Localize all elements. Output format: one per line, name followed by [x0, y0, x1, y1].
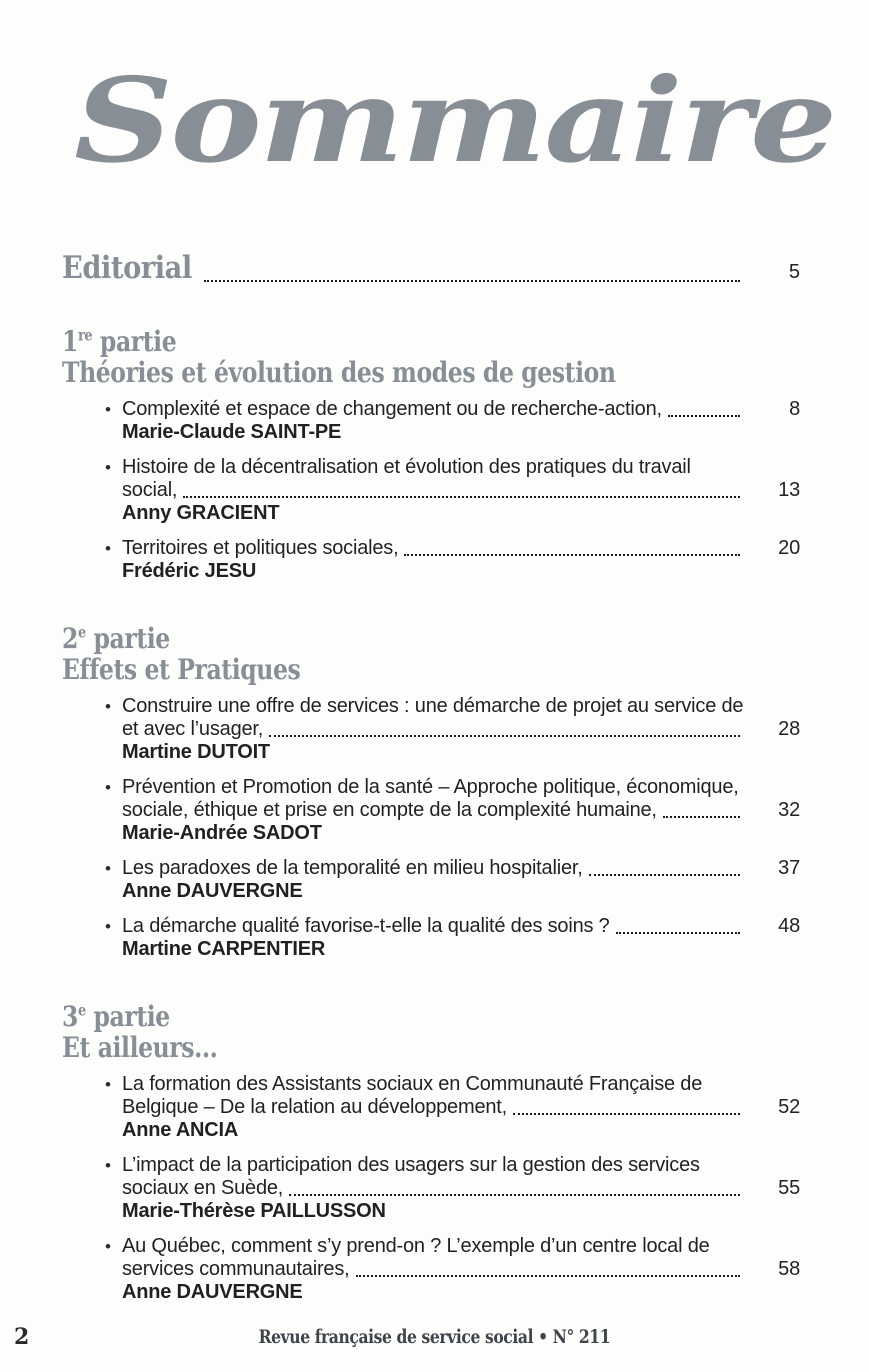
section-entries	[62, 398, 800, 583]
section-word: partie	[85, 622, 170, 656]
entry-lines	[122, 537, 800, 560]
dot-leader	[513, 1113, 740, 1115]
section-number: 2	[62, 622, 78, 656]
entry-author: Marie-Andrée SADOT	[122, 822, 322, 845]
page-footer	[0, 1320, 869, 1350]
bullet-icon: •	[105, 458, 111, 478]
editorial-heading: Editorial	[62, 250, 192, 287]
toc-entry	[105, 776, 800, 845]
dot-leader	[668, 415, 740, 417]
dot-leader	[204, 280, 740, 282]
entry-author: Martine CARPENTIER	[122, 938, 326, 961]
entry-page-number: 58	[778, 1258, 800, 1281]
dot-leader	[356, 1275, 740, 1277]
bullet-icon: •	[105, 697, 111, 717]
entry-lines	[122, 776, 800, 822]
entry-title-text: Belgique – De la relation au développement,	[122, 1096, 508, 1119]
section-number: 3	[62, 1000, 78, 1034]
entry-lines	[122, 456, 800, 502]
entry-author: Frédéric JESU	[122, 560, 257, 583]
entry-title-last-line	[122, 718, 800, 741]
entry-lines	[122, 915, 800, 938]
dot-leader	[183, 496, 740, 498]
entry-lines	[122, 398, 800, 421]
toc-entry	[105, 1073, 800, 1142]
editorial-page-number: 5	[788, 261, 800, 284]
toc-entry	[105, 857, 800, 903]
entry-page-number: 55	[778, 1177, 800, 1200]
entry-author: Anne DAUVERGNE	[122, 1281, 303, 1304]
entry-title-text: sociale, éthique et prise en compte de la complexité humaine,	[122, 799, 657, 822]
sections-container	[62, 326, 800, 1304]
entry-title-last-line	[122, 1096, 800, 1119]
toc-section	[62, 326, 800, 583]
section-heading-line1	[62, 623, 682, 654]
dot-leader	[269, 735, 740, 737]
entry-title-last-line	[122, 915, 800, 938]
page-title: Sommaire	[74, 53, 835, 189]
entry-page-number: 48	[778, 915, 800, 938]
bullet-icon: •	[105, 400, 111, 420]
entry-title-last-line	[122, 799, 800, 822]
entry-title-text: sociaux en Suède,	[122, 1177, 284, 1200]
journal-title: Revue française de service social • N° 211	[258, 1326, 611, 1348]
bullet-icon: •	[105, 859, 111, 879]
entry-page-number: 13	[778, 479, 800, 502]
journal-footer	[0, 1326, 869, 1348]
entry-lines	[122, 1073, 800, 1119]
dot-leader	[663, 816, 740, 818]
toc-entry	[105, 915, 800, 961]
entry-page-number: 20	[778, 537, 800, 560]
toc-entry	[105, 1235, 800, 1304]
folio-page-number: 2	[14, 1324, 30, 1350]
entry-title-last-line	[122, 1177, 800, 1200]
dot-leader	[589, 874, 740, 876]
section-word: partie	[92, 325, 177, 359]
entry-author: Anne DAUVERGNE	[122, 880, 303, 903]
bullet-icon: •	[105, 1075, 111, 1095]
entry-lines	[122, 1235, 800, 1281]
section-number: 1	[62, 325, 78, 359]
entry-title-text: social,	[122, 479, 178, 502]
section-subtitle: Théories et évolution des modes de gestion	[62, 356, 616, 390]
entry-lines	[122, 1154, 800, 1200]
entry-title-line: Histoire de la décentralisation et évolution des pratiques du travail	[122, 456, 691, 479]
section-heading	[62, 1001, 800, 1063]
section-subtitle: Effets et Pratiques	[62, 653, 301, 687]
entry-title-text: La démarche qualité favorise-t-elle la qualité des soins ?	[122, 915, 610, 938]
section-ordinal: re	[77, 326, 93, 345]
entry-lines	[122, 857, 800, 880]
entry-title-last-line	[122, 537, 800, 560]
entry-title-text: Complexité et espace de changement ou de recherche-action,	[122, 398, 662, 421]
section-entries	[62, 1073, 800, 1304]
entry-lines	[122, 695, 800, 741]
entry-title-line: Au Québec, comment s’y prend-on ? L’exemple d’un centre local de	[122, 1235, 710, 1258]
bullet-icon: •	[105, 1156, 111, 1176]
toc-entry	[105, 695, 800, 764]
entry-page-number: 8	[789, 398, 800, 421]
entry-title-text: Territoires et politiques sociales,	[122, 537, 399, 560]
entry-page-number: 52	[778, 1096, 800, 1119]
bullet-icon: •	[105, 917, 111, 937]
section-word: partie	[85, 1000, 170, 1034]
toc-entry	[105, 398, 800, 444]
entry-author: Martine DUTOIT	[122, 741, 270, 764]
entry-author: Marie-Thérèse PAILLUSSON	[122, 1200, 386, 1223]
entry-author: Anny GRACIENT	[122, 502, 280, 525]
section-heading-line1	[62, 326, 682, 357]
section-heading	[62, 326, 800, 388]
bullet-icon: •	[105, 1237, 111, 1257]
toc-section	[62, 1001, 800, 1304]
section-heading	[62, 623, 800, 685]
editorial-row	[62, 250, 800, 286]
entry-author: Anne ANCIA	[122, 1119, 239, 1142]
entry-title-text: Les paradoxes de la temporalité en milieu hospitalier,	[122, 857, 583, 880]
entry-title-text: et avec l’usager,	[122, 718, 264, 741]
toc-entry	[105, 1154, 800, 1223]
toc-entry	[105, 537, 800, 583]
section-heading-line1	[62, 1001, 682, 1032]
entry-page-number: 37	[778, 857, 800, 880]
entry-title-last-line	[122, 857, 800, 880]
entry-title-last-line	[122, 1258, 800, 1281]
entry-page-number: 32	[778, 799, 800, 822]
entry-author: Marie-Claude SAINT-PE	[122, 421, 342, 444]
bullet-icon: •	[105, 539, 111, 559]
section-subtitle: Et ailleurs...	[62, 1031, 218, 1065]
entry-title-text: services communautaires,	[122, 1258, 350, 1281]
section-ordinal: e	[77, 623, 86, 642]
dot-leader	[289, 1194, 740, 1196]
entry-title-line: Construire une offre de services : une démarche de projet au service de	[122, 695, 744, 718]
entry-title-line: L’impact de la participation des usagers sur la gestion des services	[122, 1154, 700, 1177]
entry-title-last-line	[122, 398, 800, 421]
section-entries	[62, 695, 800, 961]
toc-section	[62, 623, 800, 961]
dot-leader	[404, 554, 740, 556]
entry-page-number: 28	[778, 718, 800, 741]
bullet-icon: •	[105, 778, 111, 798]
toc-entry	[105, 456, 800, 525]
entry-title-last-line	[122, 479, 800, 502]
section-ordinal: e	[77, 1001, 86, 1020]
entry-title-line: La formation des Assistants sociaux en Communauté Française de	[122, 1073, 703, 1096]
dot-leader	[616, 932, 740, 934]
entry-title-line: Prévention et Promotion de la santé – Approche politique, économique,	[122, 776, 739, 799]
